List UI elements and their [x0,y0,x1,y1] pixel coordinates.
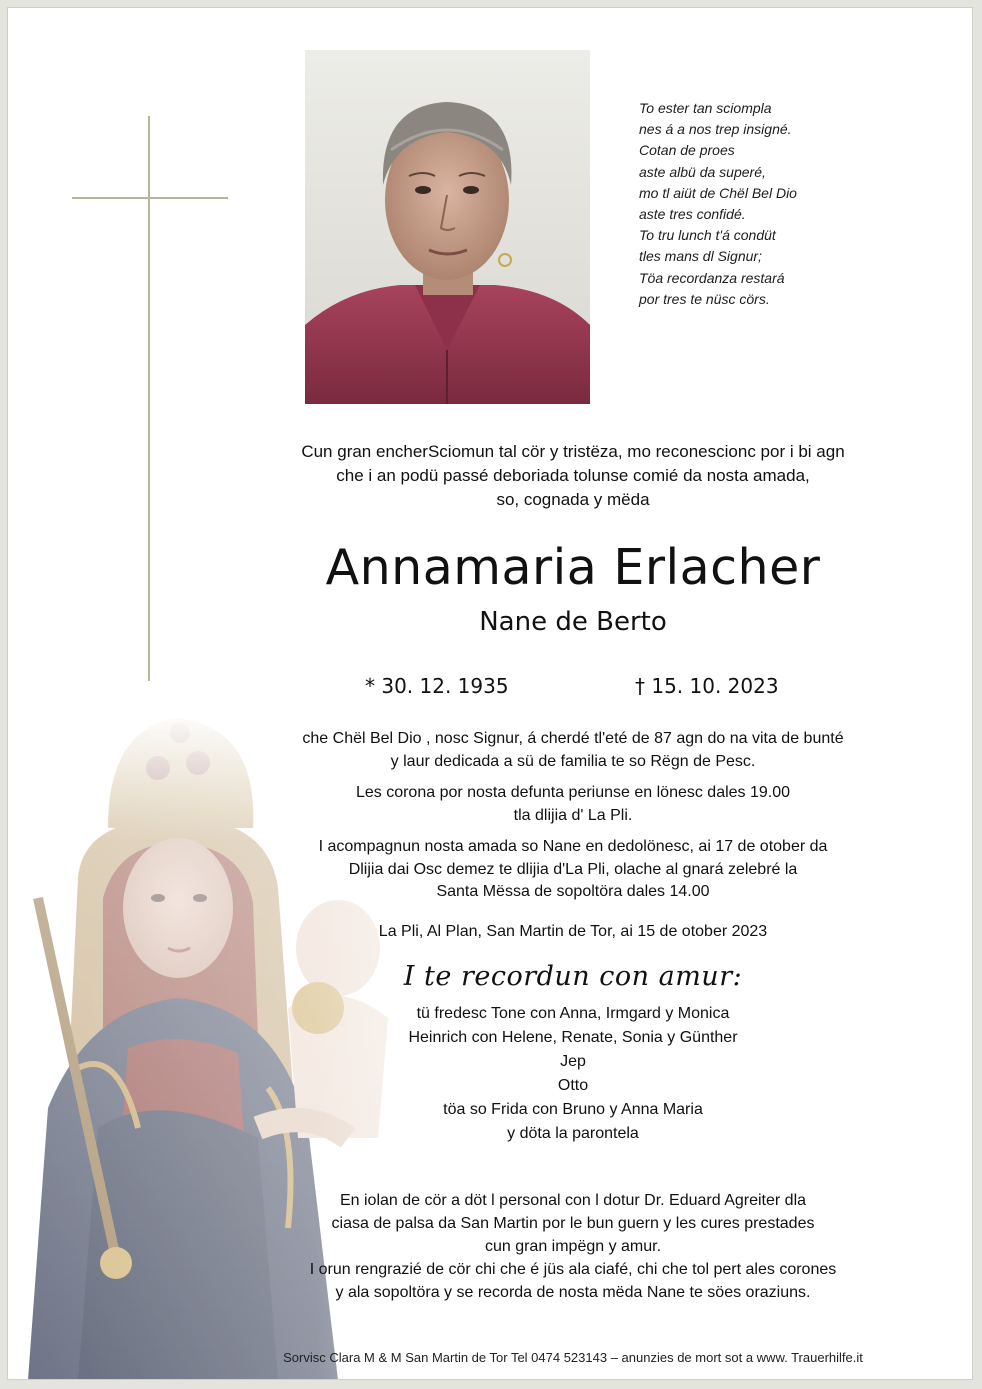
family-line: Otto [557,1077,589,1094]
poem-line: aste tres confidé. [639,206,746,223]
poem-line: Cotan de proes [639,142,735,159]
remember-heading: I te recordun con amur: [403,961,743,992]
intro-text [178,440,968,512]
text-line: y ala sopoltöra y se recorda de nosta mëda Nane te söes oraziuns. [335,1284,811,1301]
family-line: töa so Frida con Bruno y Anna Maria [443,1101,703,1118]
family-line: Heinrich con Helene, Renate, Sonia y Günther [408,1029,738,1046]
thanks-paragraph [178,1189,968,1304]
family-line: tü fredesc Tone con Anna, Irmgard y Monica [416,1005,730,1022]
text-line: che Chël Bel Dio , nosc Signur, á cherdé tl'eté de 87 agn do na vita de bunté [302,730,844,747]
text-line: Les corona por nosta defunta periunse en lönesc dales 19.00 [355,784,791,801]
poem-line: To tru lunch t'á condüt [639,227,776,244]
cross-vertical [148,116,150,681]
place-and-date: La Pli, Al Plan, San Martin de Tor, ai 15 de otober 2023 [378,923,768,940]
poem-line: nes á a nos trep insigné. [639,121,792,138]
intro-line: che i an podü passé deboriada tolunse comié da nosta amada, [336,466,810,485]
text-line: En iolan de cör a döt l personal con l dotur Dr. Eduard Agreiter dla [339,1192,807,1209]
text-line: I acompagnun nosta amada so Nane en dedolönesc, ai 17 de otober da [318,838,828,855]
poem-line: Töa recordanza restará [639,269,785,286]
poem-line: mo tl aiüt de Chël Bel Dio [639,184,797,201]
poem-line: por tres te nüsc cörs. [639,290,770,307]
text-line: Dlijia dai Osc demez te dlijia d'La Pli, olache al gnará zelebré la [348,860,798,878]
portrait-photo [305,50,590,404]
text-line: y laur dedicada a sü de familia te so Rëgn de Pesc. [390,752,756,770]
text-line: cun gran impëgn y amur. [484,1238,662,1255]
text-line: Santa Mëssa de sopoltöra dales 14.00 [436,883,710,900]
birth-date: * 30. 12. 1935 [365,674,509,698]
family-list [178,1002,968,1146]
cross-horizontal [72,197,228,199]
rosary-paragraph [178,782,968,827]
family-line: y döta la parontela [507,1125,639,1142]
deceased-name: Annamaria Erlacher [325,539,821,596]
poem [639,98,939,310]
announcement-paragraph [178,728,968,773]
footer-credit: Sorvisc Clara M & M San Martin de Tor Tel 0474 523143 – anunzies de mort sot a www. Trauerhilfe.it [283,1350,863,1365]
intro-line: Cun gran encherSciomun tal cör y tristëza, mo reconescionc por i bi agn [301,442,845,461]
text-line: tla dlijia d' La Pli. [513,806,633,824]
deceased-nickname: Nane de Berto [479,607,667,637]
poem-line: aste albü da superé, [639,163,766,180]
text-line: I orun rengrazié de cör chi che é jüs ala ciafé, chi che tol pert ales corones [309,1261,837,1278]
intro-line: so, cognada y mëda [496,490,650,509]
portrait-illustration [305,50,590,404]
poem-line: To ester tan sciompla [639,100,772,116]
family-line: Jep [560,1053,586,1070]
death-date: † 15. 10. 2023 [635,674,779,698]
text-line: ciasa de palsa da San Martin por le bun guern y les cures prestades [331,1215,815,1232]
funeral-paragraph [178,836,968,904]
obituary-card [7,7,973,1380]
poem-line: tles mans dl Signur; [639,248,762,265]
